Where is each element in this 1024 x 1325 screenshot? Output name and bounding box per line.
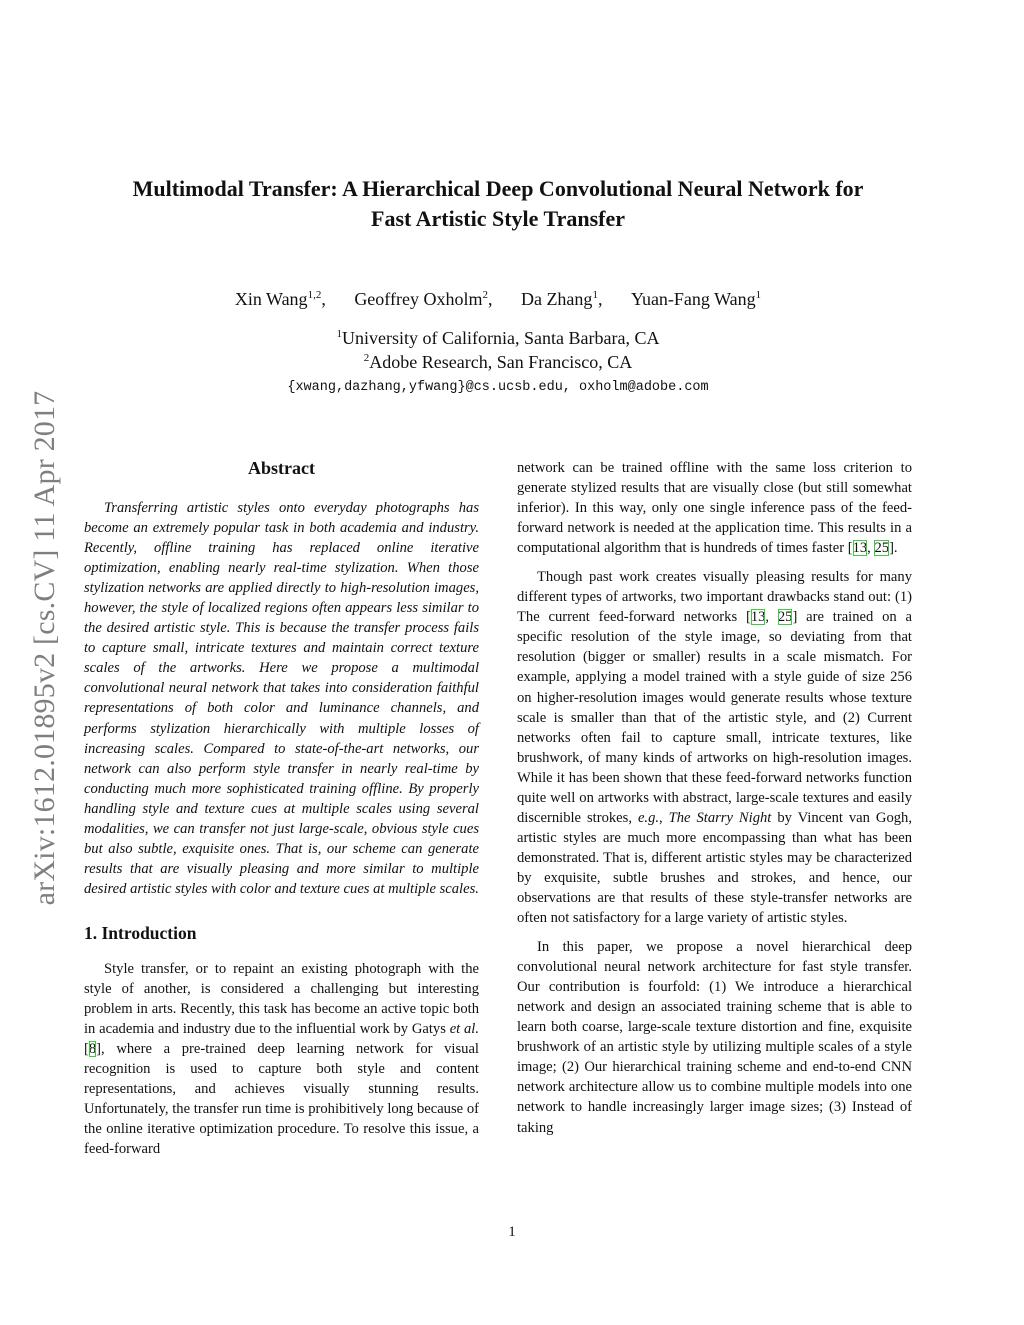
author-name: Da Zhang (520, 289, 593, 309)
author-affiliation-mark: 1 (755, 289, 762, 301)
right-column (517, 458, 912, 1147)
affiliation-text: Adobe Research, San Francisco, CA (369, 352, 633, 372)
author-name: Geoffrey Oxholm (354, 289, 483, 309)
intro-paragraph: Style transfer, or to repaint an existing photograph with the style of another, is considered a challenging but interesting problem in arts. Recently, this task has become an active topic both in academia and industry due to the influential work by Gatys et al. [8], where a pre-trained deep learning network for visual recognition is used to capture both style and content representations, and achieves visually stunning results. Unfortunately, the transfer run time is prohibitively long because of the online iterative optimization procedure. To resolve this issue, a feed-forward (84, 960, 479, 1158)
citation-link[interactable]: 13 (852, 540, 868, 557)
author-affiliation-mark: 1,2 (307, 289, 322, 301)
citation-link[interactable]: 13 (750, 609, 766, 626)
section-heading-introduction: 1. Introduction (84, 922, 197, 943)
author-affiliation-mark: 2 (482, 289, 488, 301)
affiliation-text: University of California, Santa Barbara, CA (342, 328, 660, 348)
citation-link[interactable]: 25 (874, 540, 890, 557)
body-paragraph: network can be trained offline with the same loss criterion to generate stylized results that are visually close (but still somewhat inferior). In this way, only one single inference pass of the feed-forward network is needed at the application time. This results in a computational algorithm that is hundreds of times faster [13, 25]. (517, 460, 912, 557)
left-column (84, 455, 479, 1168)
affiliation (80, 326, 916, 350)
author: Xin Wang$^{1,2}$, (234, 289, 326, 309)
affiliation-mark: 2 (363, 352, 370, 364)
paper-title-line-1: Multimodal Transfer: A Hierarchical Deep Convolutional Neural Network for (132, 176, 864, 201)
paper-title-line-2: Fast Artistic Style Transfer (371, 206, 625, 231)
affiliation (80, 350, 916, 374)
author-name: Xin Wang (234, 289, 308, 309)
author: Da Zhang$^1$, (520, 289, 603, 309)
author: Geoffrey Oxholm$^2$, (354, 289, 493, 309)
paper-title (80, 174, 916, 234)
body-paragraph: In this paper, we propose a novel hierarchical deep convolutional neural network architecture for fast style transfer. Our contribution is fourfold: (1) We introduce a hierarchical network and design an associated training scheme that is able to learn both coarse, large-scale texture distortion and fine, exquisite brushwork of an artistic style by utilizing multiple scales of a style image; (2) Our hierarchical training scheme and end-to-end CNN network architecture allow us to combine multiple models into one network to handle increasingly larger image sizes; (3) Instead of taking (517, 939, 912, 1136)
abstract-heading: Abstract (248, 458, 315, 478)
author-emails: {xwang,dazhang,yfwang}@cs.ucsb.edu, oxholm@adobe.com (287, 380, 709, 395)
arxiv-stamp (27, 350, 63, 945)
affiliation-mark: 1 (336, 328, 343, 340)
body-paragraph: Though past work creates visually pleasing results for many different types of artworks, two important drawbacks stand out: (1) The current feed-forward networks [13, 25] are trained on a specific resolution of the style image, so deviating from that resolution (bigger or smaller) results in a scale mismatch. For example, applying a model trained with a style guide of size 256 on higher-resolution images would generate results whose texture scale is smaller than that of the artistic style, and (2) Current networks often fail to capture small, intricate textures, like brushwork, of many kinds of artworks on high-resolution images. While it has been shown that these feed-forward networks function quite well on artworks with abstract, large-scale textures and easily discernible strokes, e.g., The Starry Night by Vincent van Gogh, artistic styles are much more encompassing than what has been demonstrated. That is, different artistic styles may be characterized by exquisite, subtle brushes and strokes, and hence, our observations are that results of these style-transfer networks are often not satisfactory for a large variety of artistic styles. (517, 569, 912, 927)
author (631, 286, 761, 312)
abstract-text: Transferring artistic styles onto everyday photographs has become an extremely popular task in both academia and industry. Recently, offline training has replaced online iterative optimization, enabling nearly real-time stylization. When those stylization networks are applied directly to high-resolution images, however, the style of localized regions often appears less similar to the desired artistic style. This is because the transfer process fails to capture small, intricate textures and maintain correct texture scales of the artworks. Here we propose a multimodal convolutional neural network that takes into consideration faithful representations of both color and luminance channels, and performs stylization hierarchically with multiple losses of increasing scales. Compared to state-of-the-art networks, our network can also perform style transfer in nearly real-time by conducting much more sophisticated training offline. By properly handling style and texture cues at multiple scales using several modalities, we can transfer not just large-scale, obvious style cues but also subtle, exquisite ones. That is, our scheme can generate results that are visually pleasing and more similar to multiple desired artistic styles with color and texture cues at multiple scales. (84, 500, 479, 897)
author-name: Yuan-Fang Wang (630, 289, 756, 309)
affiliation-list (80, 326, 916, 374)
arxiv-stamp-text: arXiv:1612.01895v2 [cs.CV] 11 Apr 2017 (28, 390, 61, 905)
author-list (80, 286, 916, 312)
citation-link[interactable]: 25 (777, 609, 793, 626)
citation-link[interactable]: 8 (88, 1041, 97, 1058)
author-affiliation-mark: 1 (592, 289, 598, 301)
page-number: 1 (508, 1224, 516, 1240)
